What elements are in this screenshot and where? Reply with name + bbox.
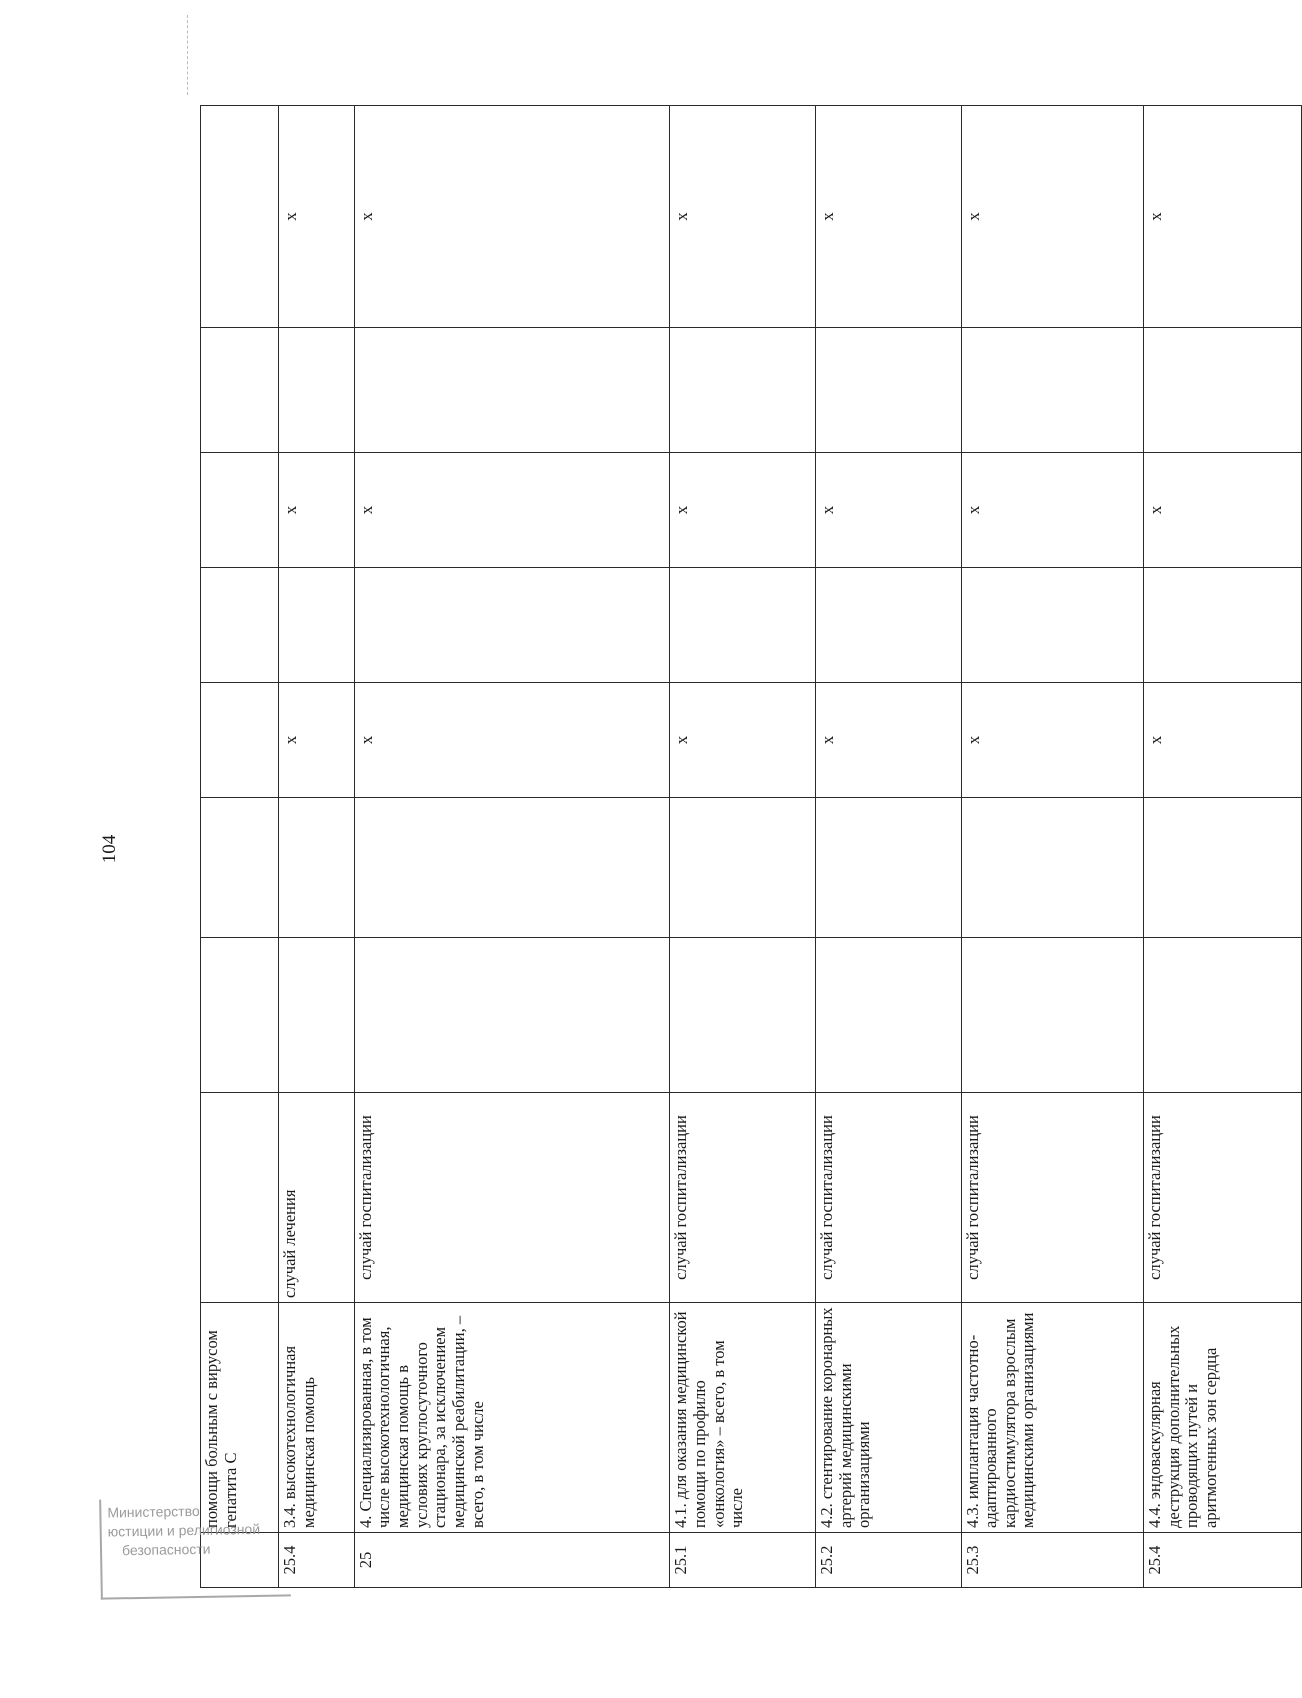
table-row [279,106,355,1588]
cell-mark [1144,328,1302,453]
cell-mark: x [1144,453,1302,568]
row-unit: случай госпитализации [354,1093,670,1303]
cell-mark [201,328,279,453]
rotated-table-container [200,106,1302,1588]
cell-mark [670,568,816,683]
cell-mark [1144,568,1302,683]
cell-mark [670,798,816,938]
cell-mark [201,938,279,1093]
cell-mark: x [816,683,962,798]
stamp-line: безопасности [121,1540,211,1559]
cell-mark: x [670,453,816,568]
medical-care-table [200,105,1302,1588]
cell-mark: x [816,453,962,568]
row-unit: случай лечения [279,1093,355,1303]
cell-mark [354,568,670,683]
cell-mark [279,328,355,453]
cell-mark [816,328,962,453]
cell-mark [354,798,670,938]
table-row [201,106,279,1588]
row-title: 3.4. высокотехнологичная медицинская помощь [279,1303,355,1533]
row-number: 25.1 [670,1533,816,1588]
table-row [670,106,816,1588]
cell-mark [1144,798,1302,938]
stamp-line: Министерство [107,1502,200,1521]
cell-mark [816,938,962,1093]
cell-mark [816,568,962,683]
cell-mark: x [670,683,816,798]
cell-mark [279,798,355,938]
cell-mark: x [279,683,355,798]
row-number: 25.2 [816,1533,962,1588]
cell-mark [201,106,279,328]
cell-mark: x [1144,106,1302,328]
cell-mark [670,328,816,453]
cell-mark [279,568,355,683]
cell-mark [816,798,962,938]
cell-mark [1144,938,1302,1093]
stamp-line: юстиции и религиозной [107,1520,261,1540]
cell-mark [670,938,816,1093]
cell-mark [961,938,1144,1093]
row-title: 4.3. имплантация частотно-адаптированного кардиостимулятора взрослым медицинскими организациями [961,1303,1144,1533]
cell-mark: x [279,106,355,328]
cell-mark [201,568,279,683]
row-title: 4.1. для оказания медицинской помощи по профилю «онкология» – всего, в том числе [670,1303,816,1533]
cell-mark [201,683,279,798]
cell-mark: x [279,453,355,568]
cell-mark: x [961,106,1144,328]
cell-mark: x [354,453,670,568]
cell-mark: x [1144,683,1302,798]
row-number: 25.4 [1144,1533,1302,1588]
row-title: помощи больным с вирусом гепатита С [201,1303,279,1533]
cell-mark: x [354,683,670,798]
table-row [961,106,1144,1588]
cell-mark [201,453,279,568]
row-unit: случай госпитализации [961,1093,1144,1303]
page-number: 104 [99,834,120,864]
cell-mark [961,798,1144,938]
scan-margin-line [187,15,188,95]
official-stamp [99,1496,291,1599]
row-title: 4.2. стентирование коронарных артерий медицинскими организациями [816,1303,962,1533]
table-row [354,106,670,1588]
row-unit [201,1093,279,1303]
cell-mark [961,328,1144,453]
table-row [816,106,962,1588]
row-title: 4. Специализированная, в том числе высокотехнологичная, медицинская помощь в условиях круглосуточного стационара, за исключением медицинской реабилитации, – всего, в том числе [354,1303,670,1533]
row-number: 25 [354,1533,670,1588]
row-unit: случай госпитализации [1144,1093,1302,1303]
cell-mark: x [670,106,816,328]
cell-mark: x [961,683,1144,798]
row-unit: случай госпитализации [816,1093,962,1303]
cell-mark: x [354,106,670,328]
cell-mark [279,938,355,1093]
cell-mark: x [961,453,1144,568]
cell-mark: x [816,106,962,328]
row-number: 25.3 [961,1533,1144,1588]
row-unit: случай госпитализации [670,1093,816,1303]
cell-mark [961,568,1144,683]
row-number: 25.4 [279,1533,355,1588]
row-title: 4.4. эндоваскулярная деструкция дополнительных проводящих путей и аритмогенных зон сердца [1144,1303,1302,1533]
cell-mark [354,328,670,453]
cell-mark [354,938,670,1093]
table-row [1144,106,1302,1588]
cell-mark [201,798,279,938]
